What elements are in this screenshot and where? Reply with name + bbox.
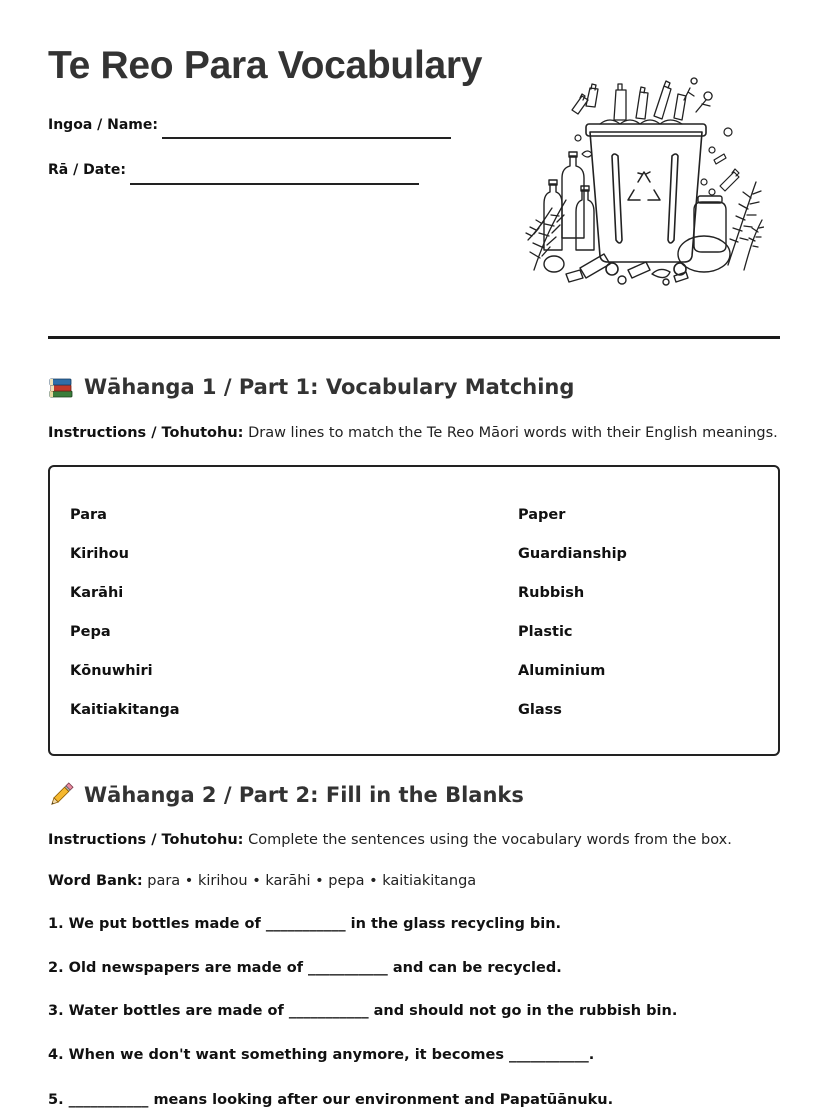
maori-word[interactable]: Pepa	[70, 624, 111, 640]
english-word[interactable]: Plastic	[518, 624, 573, 640]
date-input-line[interactable]	[130, 183, 419, 185]
part1-instructions-text: Draw lines to match the Te Reo Māori words with their English meanings.	[243, 425, 778, 441]
recycle-symbol	[628, 172, 660, 200]
word-bank-label: Word Bank:	[48, 873, 143, 889]
english-words-column	[518, 505, 627, 739]
name-label: Ingoa / Name:	[48, 117, 158, 133]
word-bank	[48, 873, 476, 889]
part1-instructions	[48, 425, 778, 441]
question-4[interactable]: 4. When we don't want something anymore, it becomes ___________.	[48, 1047, 595, 1063]
english-word[interactable]: Glass	[518, 702, 562, 718]
part2-heading-text: Wāhanga 2 / Part 2: Fill in the Blanks	[84, 783, 524, 807]
recycling-bin-illustration	[524, 70, 764, 292]
date-field	[48, 162, 126, 178]
maori-word[interactable]: Karāhi	[70, 585, 124, 601]
fern-right	[728, 182, 764, 270]
part1-heading	[48, 374, 574, 400]
maori-word[interactable]: Para	[70, 507, 107, 523]
maori-words-column	[70, 505, 180, 739]
question-1[interactable]: 1. We put bottles made of ___________ in the glass recycling bin.	[48, 916, 562, 932]
part2-heading	[48, 782, 524, 808]
date-label: Rā / Date:	[48, 162, 126, 178]
books-icon	[48, 374, 74, 400]
english-word[interactable]: Rubbish	[518, 585, 585, 601]
english-word[interactable]: Aluminium	[518, 663, 606, 679]
matching-box	[48, 465, 780, 756]
part2-instructions-label: Instructions / Tohutohu:	[48, 832, 244, 848]
english-word[interactable]: Paper	[518, 507, 566, 523]
bin-contents	[572, 78, 712, 124]
maori-word[interactable]: Kirihou	[70, 546, 129, 562]
part1-heading-text: Wāhanga 1 / Part 1: Vocabulary Matching	[84, 375, 575, 399]
pencil-icon	[48, 782, 74, 808]
english-word[interactable]: Guardianship	[518, 546, 627, 562]
page-title: Te Reo Para Vocabulary	[48, 44, 483, 87]
name-field	[48, 117, 158, 133]
maori-word[interactable]: Kōnuwhiri	[70, 663, 153, 679]
maori-word[interactable]: Kaitiakitanga	[70, 702, 180, 718]
bin	[586, 124, 706, 275]
question-2[interactable]: 2. Old newspapers are made of ___________ and can be recycled.	[48, 960, 562, 976]
part1-instructions-label: Instructions / Tohutohu:	[48, 425, 244, 441]
word-bank-text: para • kirihou • karāhi • pepa • kaitiakitanga	[142, 873, 477, 889]
name-input-line[interactable]	[162, 137, 451, 139]
question-3[interactable]: 3. Water bottles are made of ___________ and should not go in the rubbish bin.	[48, 1003, 678, 1019]
floating-items	[575, 128, 739, 195]
part2-instructions-text: Complete the sentences using the vocabulary words from the box.	[243, 832, 732, 848]
question-5[interactable]: 5. ___________ means looking after our environment and Papatūānuku.	[48, 1092, 614, 1108]
section-divider	[48, 336, 780, 339]
bottles-left	[544, 152, 610, 282]
part2-instructions	[48, 832, 732, 848]
